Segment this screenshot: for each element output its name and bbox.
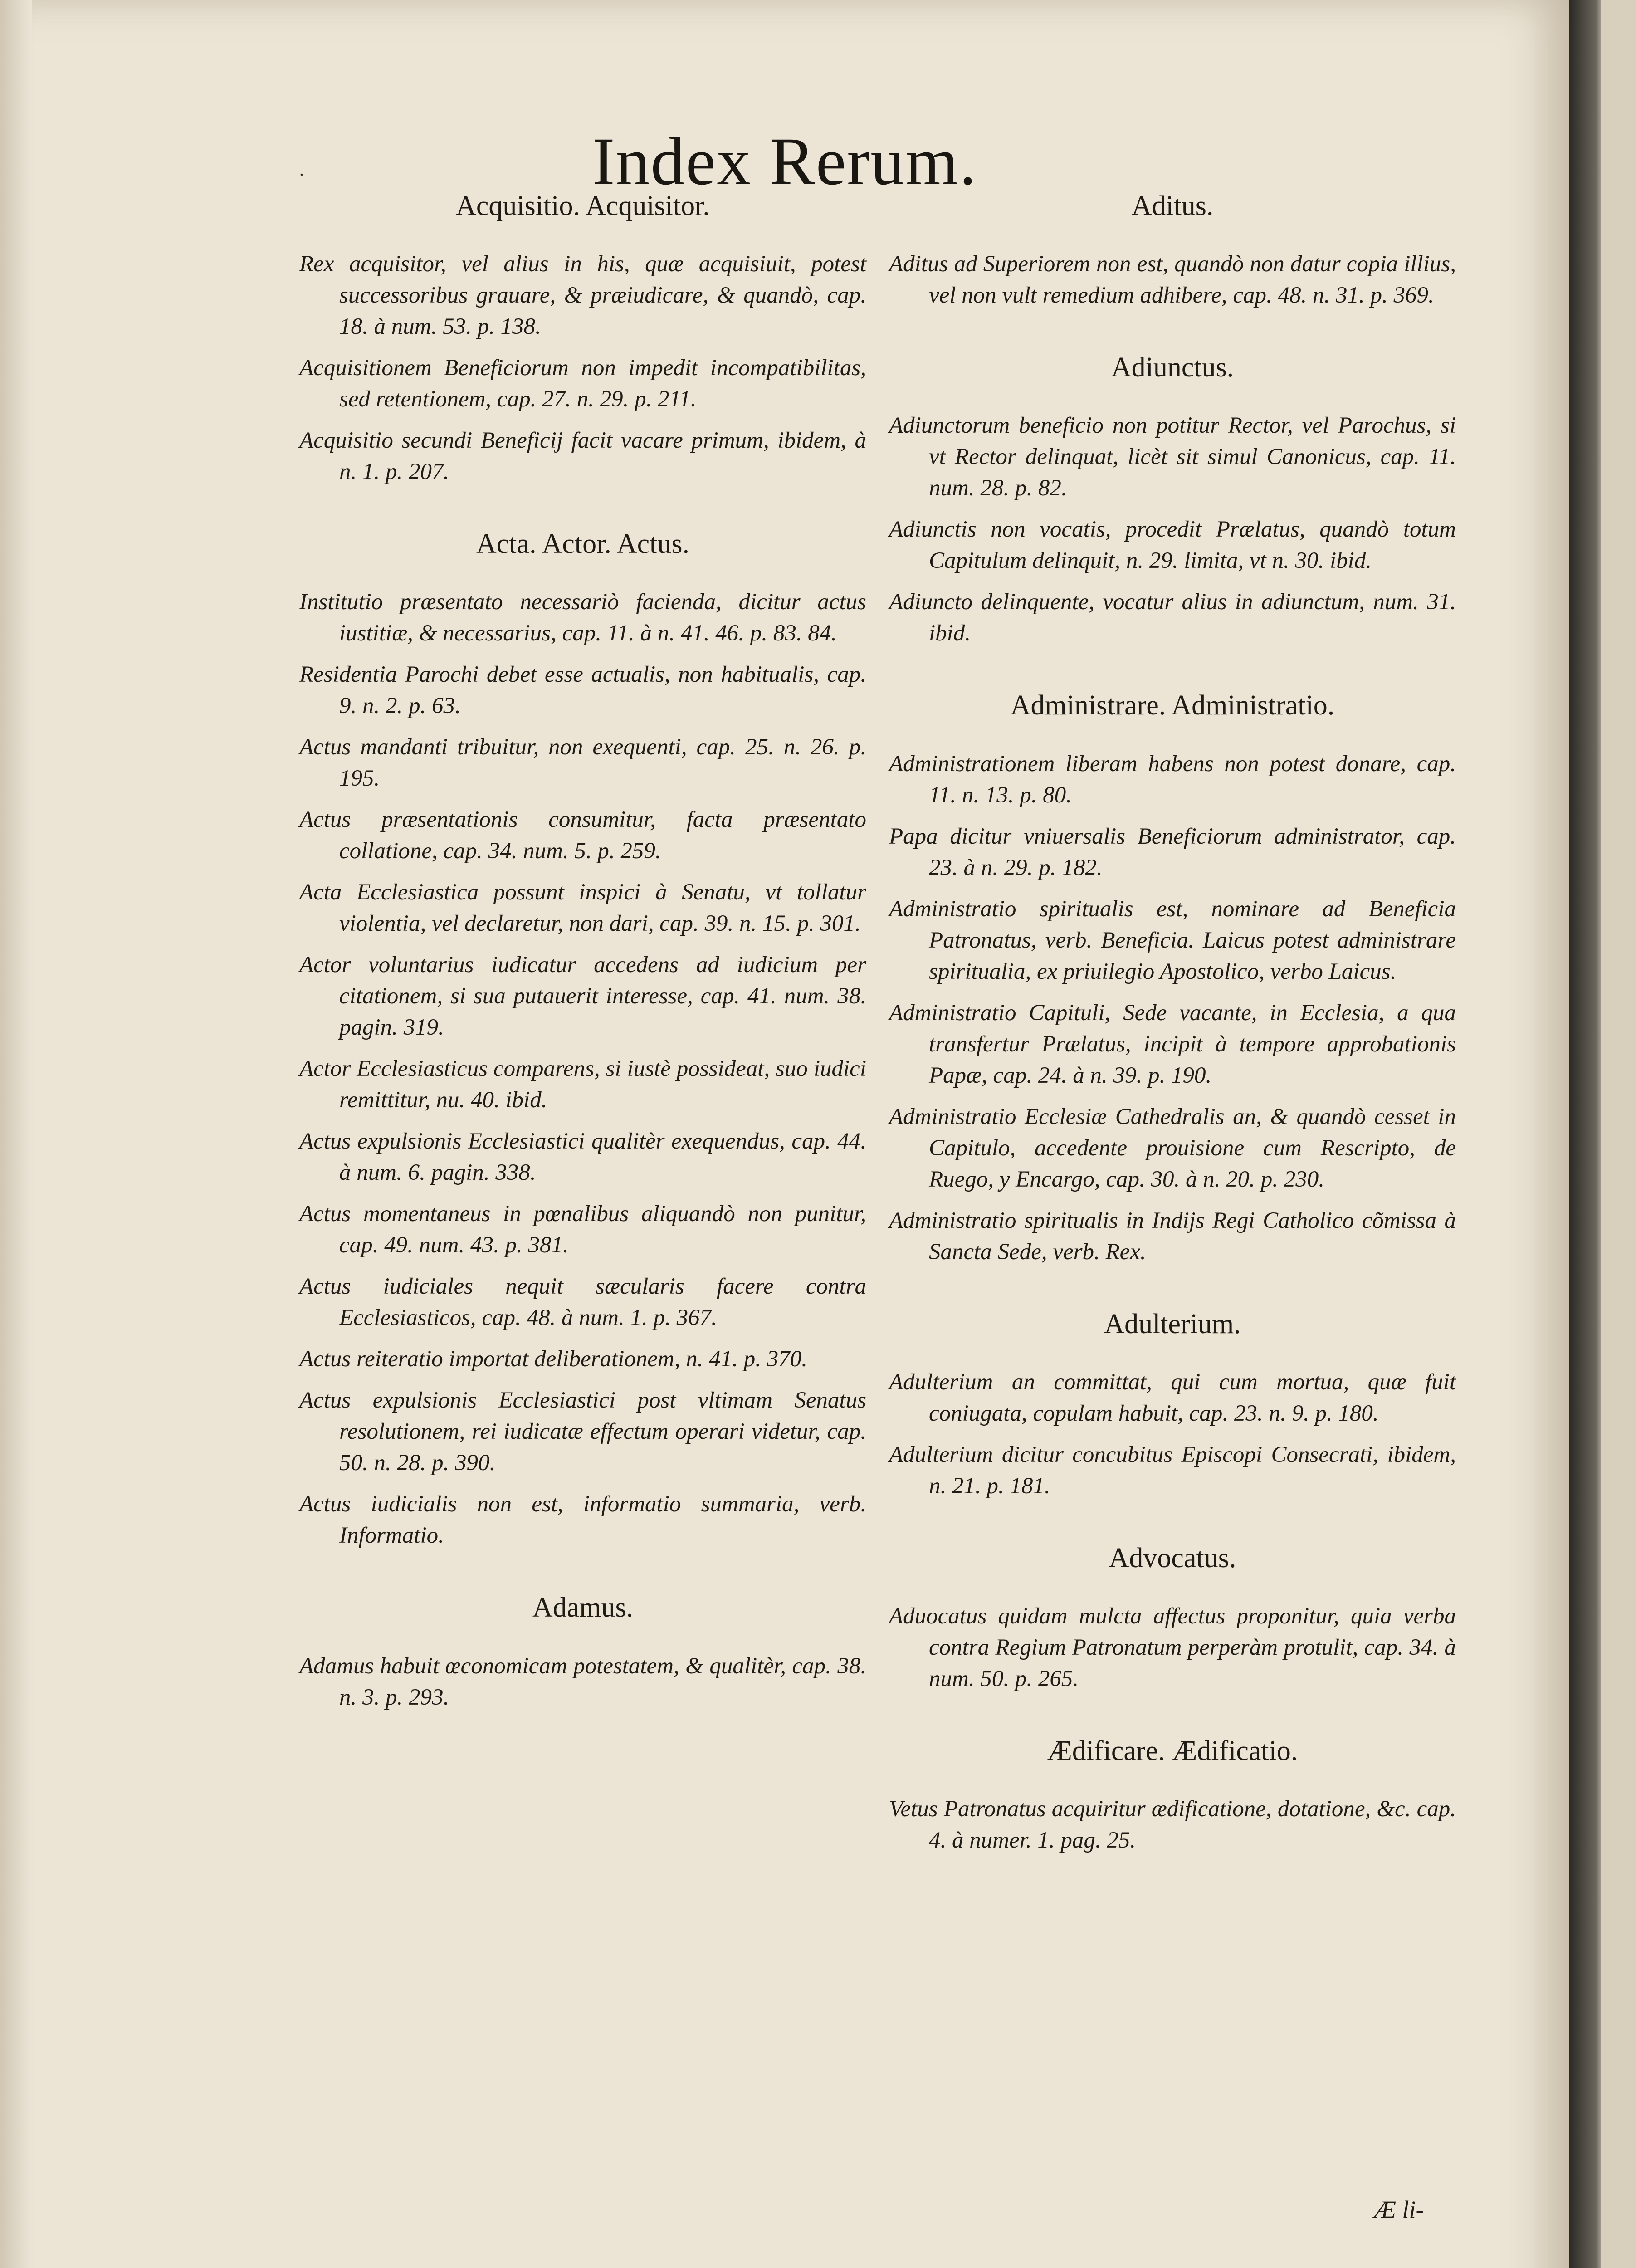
index-entry: Aditus ad Superiorem non est, quandò non datur copia illius, vel non vult remedium adhibere, cap. 48. n. 31. p. 369. (889, 251, 1456, 308)
section-heading: Aditus. (1131, 191, 1214, 221)
index-section (889, 1735, 1456, 1856)
index-entry: Adiuncto delinquente, vocatur alius in adiunctum, num. 31. ibid. (889, 589, 1456, 646)
index-entry: Actus iudicialis non est, informatio summaria, verb. Informatio. (299, 1491, 866, 1549)
index-entry: Adiunctorum beneficio non potitur Rector, vel Parochus, si vt Rector delinquat, licèt sit simul Canonicus, cap. 11. num. 28. p. 82. (889, 413, 1456, 501)
index-entry: Adiunctis non vocatis, procedit Prælatus, quandò totum Capitulum delinquit, n. 29. limita, vt n. 30. ibid. (889, 517, 1456, 574)
index-section (889, 191, 1456, 311)
index-entry: Administratio spiritualis in Indijs Regi Catholico cõmissa à Sancta Sede, verb. Rex. (889, 1207, 1456, 1265)
index-entry: Adulterium dicitur concubitus Episcopi Consecrati, ibidem, n. 21. p. 181. (889, 1442, 1456, 1499)
index-entry: Administratio Ecclesiæ Cathedralis an, & quandò cesset in Capitulo, accedente prouisione cum Rescripto, de Ruego, y Encargo, cap. 30. à n. 20. p. 230. (889, 1104, 1456, 1192)
index-entry: Administrationem liberam habens non potest donare, cap. 11. n. 13. p. 80. (889, 751, 1456, 808)
index-section (889, 690, 1456, 1267)
section-heading: Advocatus. (1109, 1542, 1236, 1574)
index-section (889, 352, 1456, 649)
next-page-paper (1601, 0, 1636, 2268)
index-section (889, 1309, 1456, 1502)
index-section (299, 1592, 866, 1713)
page-gutter-shadow (0, 0, 32, 2268)
index-entry: Actor Ecclesiasticus comparens, si iustè possideat, suo iudici remittitur, nu. 40. ibid. (299, 1056, 866, 1113)
section-heading: Administrare. Administratio. (1010, 690, 1335, 721)
section-heading: Acta. Actor. Actus. (476, 528, 690, 560)
index-entry: Rex acquisitor, vel alius in his, quæ acquisiuit, potest successoribus grauare, & præiudicare, & quandò, cap. 18. à num. 53. p. 138. (299, 251, 866, 340)
right-column (889, 191, 1456, 1866)
index-entry: Papa dicitur vniuersalis Beneficiorum administrator, cap. 23. à n. 29. p. 182. (889, 823, 1456, 880)
index-entry: Actor voluntarius iudicatur accedens ad iudicium per citationem, si sua putauerit interesse, cap. 41. num. 38. pagin. 319. (299, 952, 866, 1041)
index-entry: Adamus habuit œconomicam potestatem, & qualitèr, cap. 38. n. 3. p. 293. (299, 1653, 866, 1710)
next-page-edge (1569, 0, 1636, 2268)
index-entry: Acta Ecclesiastica possunt inspici à Senatu, vt tollatur violentia, vel declaretur, non dari, cap. 39. n. 15. p. 301. (299, 880, 866, 937)
left-column (299, 191, 866, 1723)
margin-dot: . (299, 159, 304, 180)
index-entry: Acquisitionem Beneficiorum non impedit incompatibilitas, sed retentionem, cap. 27. n. 29. p. 211. (299, 355, 866, 412)
index-entry: Actus iudiciales nequit sæcularis facere contra Ecclesiasticos, cap. 48. à num. 1. p. 367. (299, 1274, 866, 1331)
index-entry: Actus reiteratio importat deliberationem, n. 41. p. 370. (299, 1346, 808, 1372)
index-section (889, 1543, 1456, 1695)
index-entry: Acquisitio secundi Beneficij facit vacare primum, ibidem, à n. 1. p. 207. (299, 428, 866, 485)
section-heading: Ædificare. Ædificatio. (1047, 1735, 1298, 1766)
index-entry: Administratio Capituli, Sede vacante, in Ecclesia, a qua transfertur Prælatus, incipit à tempore approbationis Papæ, cap. 24. à n. 39. p. 190. (889, 1000, 1456, 1088)
section-heading: Adamus. (532, 1592, 634, 1623)
catchword: Æ li- (1374, 2196, 1424, 2223)
section-heading: Acquisitio. Acquisitor. (456, 191, 710, 221)
index-entry: Actus expulsionis Ecclesiastici qualitèr exequendus, cap. 44. à num. 6. pagin. 338. (299, 1129, 866, 1186)
index-entry: Vetus Patronatus acquiritur ædificatione, dotatione, &c. cap. 4. à numer. 1. pag. 25. (889, 1796, 1456, 1853)
index-entry: Aduocatus quidam mulcta affectus proponitur, quia verba contra Regium Patronatum perperàm protulit, cap. 34. à num. 50. p. 265. (889, 1603, 1456, 1691)
index-section (299, 191, 866, 488)
index-entry: Actus expulsionis Ecclesiastici post vltimam Senatus resolutionem, rei iudicatæ effectum operari videtur, cap. 50. n. 28. p. 390. (299, 1388, 866, 1476)
index-section (299, 528, 866, 1551)
section-heading: Adiunctus. (1111, 352, 1234, 383)
index-entry: Administratio spiritualis est, nominare ad Beneficia Patronatus, verb. Beneficia. Laicus potest administrare spiritualia, ex priuilegio Apostolico, verbo Laicus. (889, 896, 1456, 984)
section-heading: Adulterium. (1104, 1308, 1241, 1339)
index-entry: Actus mandanti tribuitur, non exequenti, cap. 25. n. 26. p. 195. (299, 734, 866, 792)
page-title: Index Rerum. (592, 124, 977, 199)
index-entry: Residentia Parochi debet esse actualis, non habitualis, cap. 9. n. 2. p. 63. (299, 662, 866, 719)
index-entry: Institutio præsentato necessariò facienda, dicitur actus iustitiæ, & necessarius, cap. 11. à n. 41. 46. p. 83. 84. (299, 589, 866, 646)
index-entry: Actus præsentationis consumitur, facta præsentato collatione, cap. 34. num. 5. p. 259. (299, 807, 866, 864)
index-entry: Adulterium an committat, qui cum mortua, quæ fuit coniugata, copulam habuit, cap. 23. n. 9. p. 180. (889, 1369, 1456, 1426)
index-entry: Actus momentaneus in pœnalibus aliquandò non punitur, cap. 49. num. 43. p. 381. (299, 1201, 866, 1258)
